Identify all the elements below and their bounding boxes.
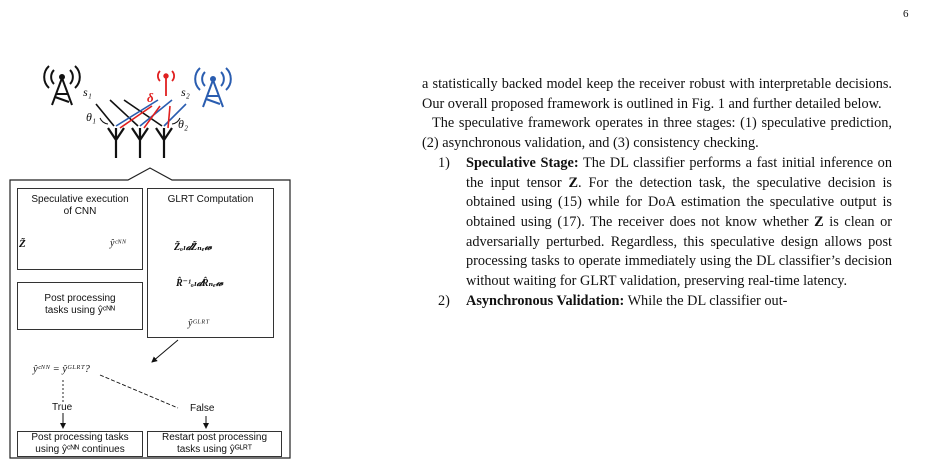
r-old-new-label: R̂⁻¹ₒₗ𝒹R̂ₙₑ𝓌 <box>176 278 223 289</box>
list-item <box>422 292 892 312</box>
post-line2: tasks using ŷᶜᴺᴺ <box>45 305 115 316</box>
tensor-symbol: Z <box>814 213 824 230</box>
theta1-label: θ₁ <box>86 110 97 124</box>
continue-box <box>17 431 143 457</box>
s2-label: s₂ <box>181 85 190 99</box>
paragraph: a statistically backed model keep the receiver robust with interpretable decisions. Our overall proposed framework is outlined in Fig. 1 and further detailed below. <box>422 76 892 112</box>
item-text: is clean or adversarially perturbed. Regardless, this speculative design allows post processing tasks to operate immediately using the DL classifier’s decision without waiting for GLRT validation, preserving real-time latency. <box>466 213 892 290</box>
theta2-label: θ₂ <box>178 117 189 131</box>
glrt-computation-box <box>147 188 274 338</box>
item-text: . For the detection task, the speculative decision is obtained using (15) while for DoA estimation the speculative output is obtained using (17). The receiver does not know whether <box>466 174 892 230</box>
spec-exec-line2: of CNN <box>63 206 97 217</box>
stage-list <box>422 154 892 312</box>
speculative-execution-box <box>17 188 143 270</box>
list-number: 1) <box>438 154 450 171</box>
tower-icon <box>195 68 231 107</box>
y-glrt-label: ŷᴳᴸᴿᵀ <box>188 318 210 329</box>
cnn-input-label: Z̃ <box>19 238 26 250</box>
item-text: While the DL classifier out- <box>624 292 788 309</box>
jammer-icon <box>158 71 174 96</box>
glrt-title: GLRT Computation <box>167 194 254 205</box>
spec-exec-line1: Speculative execution <box>31 194 129 205</box>
cnn-output-label: ŷᶜᴺᴺ <box>110 238 127 249</box>
continue-line1: Post processing tasks <box>31 432 129 443</box>
figure-1 <box>0 0 300 473</box>
s1-label: s₁ <box>83 85 92 99</box>
item-title: Speculative Stage: <box>466 154 579 171</box>
restart-line2: tasks using ŷᴳᴸᴿᵀ <box>176 444 253 455</box>
item-text: The DL classifier performs a fast initial inference on the input tensor <box>466 154 892 191</box>
post-processing-box <box>17 282 143 330</box>
post-line1: Post processing <box>44 293 116 304</box>
restart-line1: Restart post processing <box>161 432 268 443</box>
list-number: 2) <box>438 292 450 309</box>
false-label: False <box>190 403 215 414</box>
tensor-symbol: Z <box>568 174 579 191</box>
paragraph: The speculative framework operates in three stages: (1) speculative prediction, (2) asynchronous validation, and (3) consistency checking. <box>422 115 892 152</box>
item-title: Asynchronous Validation: <box>466 292 625 309</box>
z-old-new-label: Z̃ₒₗ𝒹Z̃ₙₑ𝓌 <box>174 242 212 253</box>
continue-line2: using ŷᶜᴺᴺ continues <box>35 444 125 455</box>
body-text-column <box>422 75 892 311</box>
delta-label: δ <box>147 90 154 105</box>
antenna-array <box>108 128 172 158</box>
page-number: 6 <box>903 8 909 20</box>
true-label: True <box>52 402 73 413</box>
tower-icon <box>44 66 80 105</box>
list-item <box>422 154 892 292</box>
comparison-label: ŷᶜᴺᴺ = ŷᴳᴸᴿᵀ? <box>33 364 90 375</box>
restart-box <box>147 431 282 457</box>
